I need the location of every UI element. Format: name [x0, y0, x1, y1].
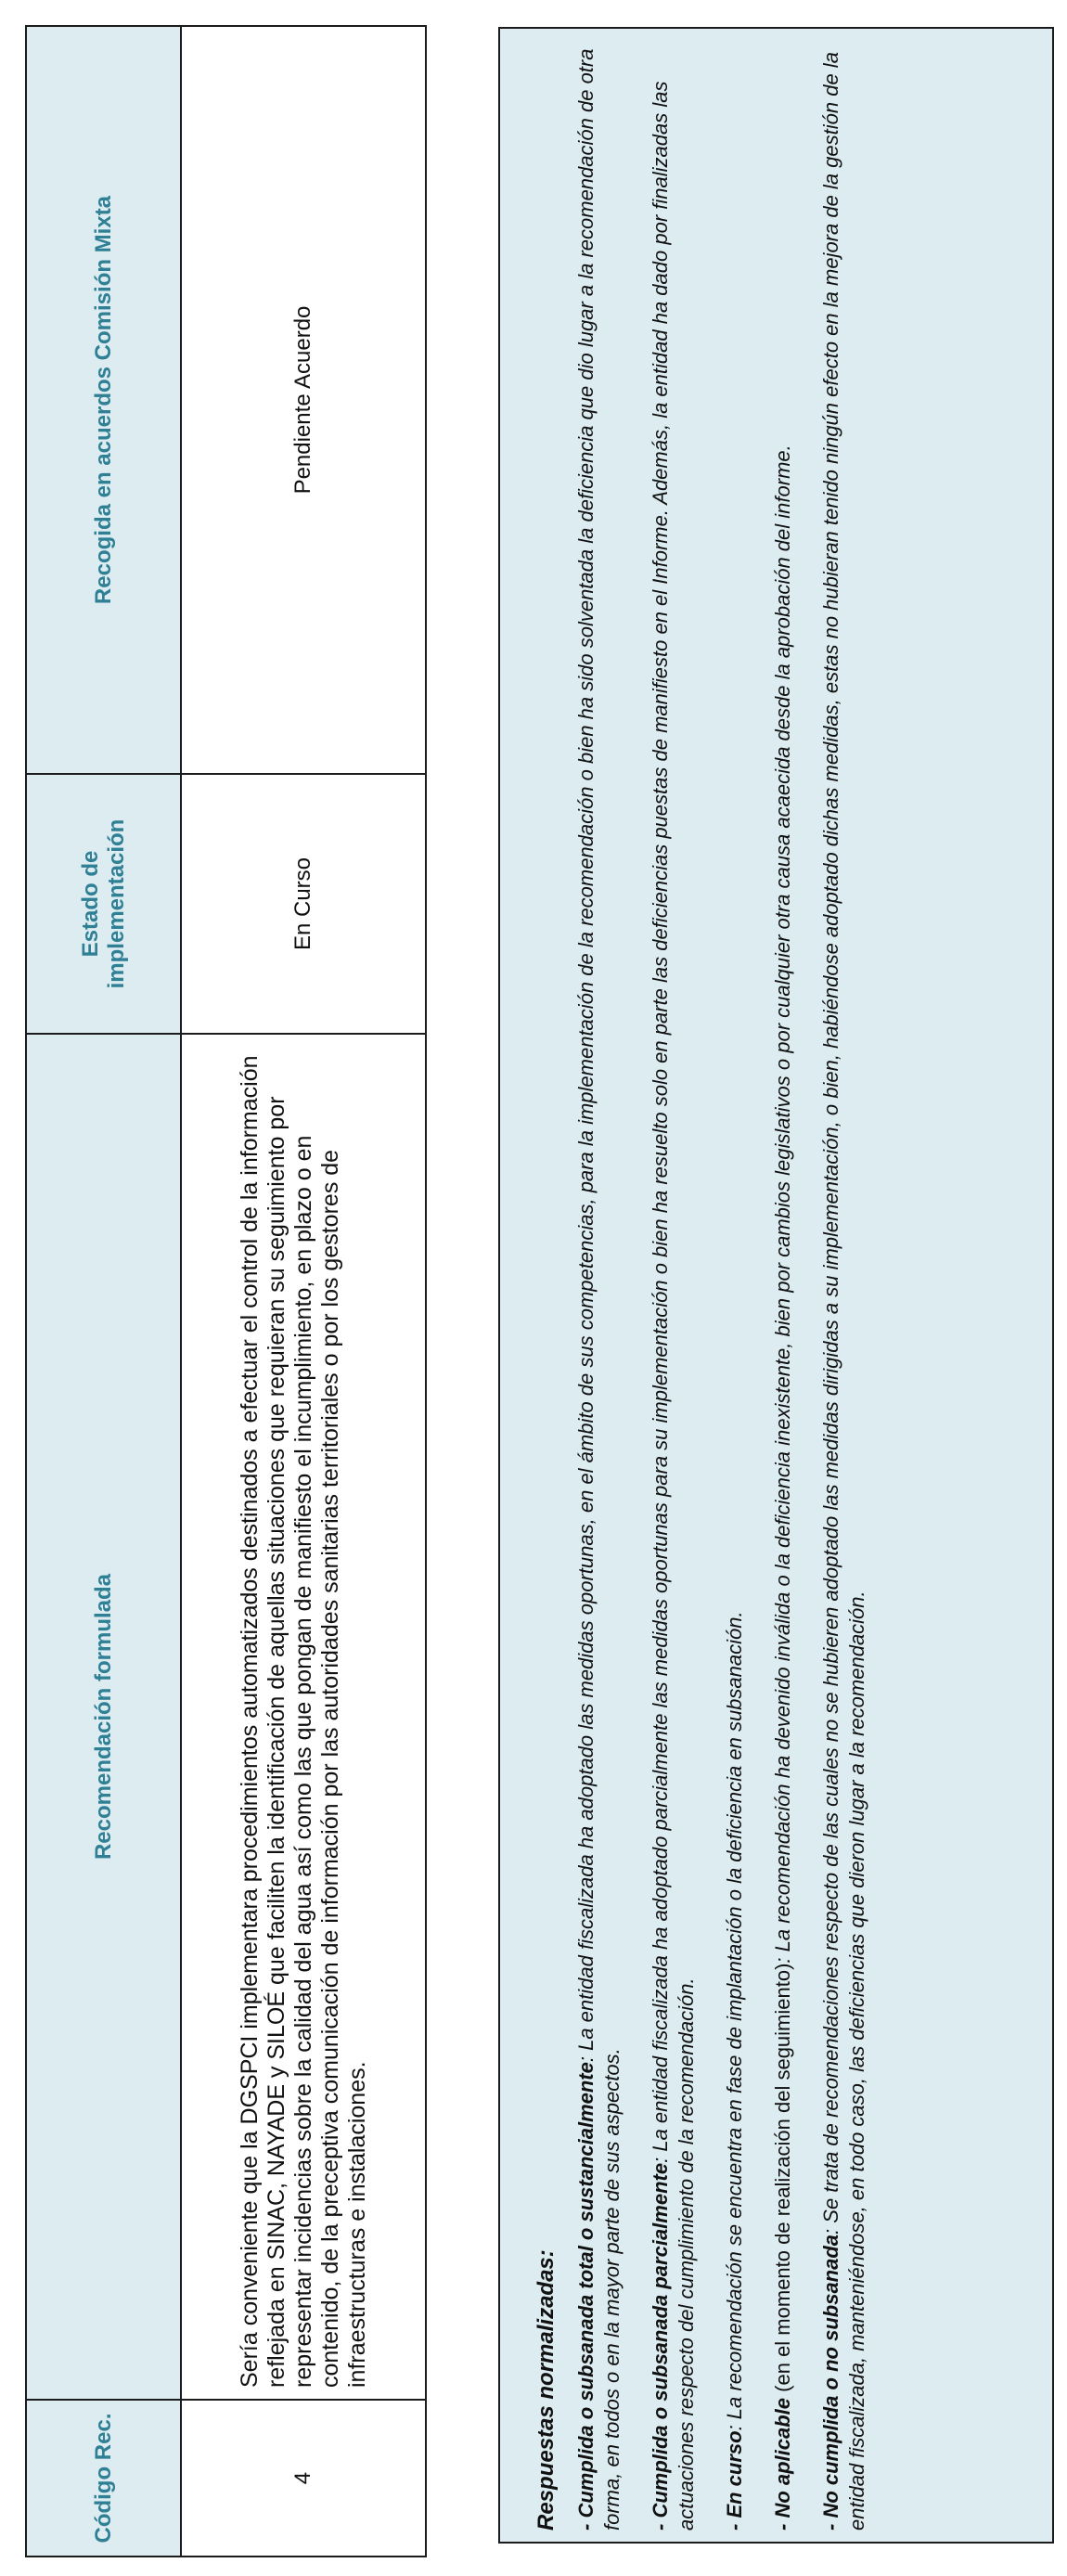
legend-description: : La recomendación ha devenido inválida o la deficiencia inexistente, bien por cambios legislativos o por cualquier otra causa acaecida desde la aprobación del informe. [771, 444, 795, 1964]
legend-title: Respuestas normalizadas: [534, 2249, 559, 2531]
legend-description: : La entidad fiscalizada ha adoptado las medidas oportunas, en el ámbito de sus competencias, para la implementación de la recomendación o bien ha sido solventada la deficiencia que dio lugar a la recomendación de otra forma, en todos o en la mayor parte de sus aspectos. [574, 48, 624, 2531]
legend-description: : Se trata de recomendaciones respecto de las cuales no se hubieren adoptado las medidas dirigidas a su implementación, o bien, habiéndose adoptado dichas medidas, estas no hubieran tenido ningún efecto en la mejora de la gestión de la entidad fiscalizada, manteniéndose, en todo caso, las deficiencias que dieron lugar a la recomendación. [819, 52, 869, 2531]
legend-term-note: (en el momento de realización del seguimiento) [771, 1963, 795, 2398]
normalized-responses-box [498, 27, 1054, 2544]
header-recommendation: Recomendación formulada [26, 1034, 181, 2400]
legend-term: - Cumplida o subsanada parcialmente [649, 2162, 673, 2531]
cell-status: En Curso [181, 774, 426, 1034]
table-header-row [26, 26, 181, 2557]
header-code: Código Rec. [26, 2400, 181, 2557]
header-commission: Recogida en acuerdos Comisión Mixta [26, 26, 181, 774]
legend-term: - En curso [723, 2430, 747, 2531]
legend-item [648, 40, 700, 2531]
cell-recommendation: Sería conveniente que la DGSPCI implementara procedimientos automatizados destinados a efectuar el control de la información reflejada en SINAC, NAYADE y SILOÉ que faciliten la identificación de aquellas situaciones que requieran su seguimiento por representar incidencias sobre la calidad del agua así como las que pongan de manifiesto el incumplimiento, en plazo o en contenido, de la preceptiva comunicación de información por las autoridades sanitarias territoriales o por los gestores de infraestructuras e instalaciones. [181, 1034, 426, 2400]
legend-item [818, 40, 870, 2531]
cell-code: 4 [181, 2400, 426, 2557]
legend-description: : La entidad fiscalizada ha adoptado parcialmente las medidas oportunas para su implementación o bien ha resuelto solo en parte las deficiencias puestas de manifiesto en el Informe. Además, la entidad ha dado por finalizadas las actuaciones respecto del cumplimiento de la recomendación. [649, 81, 699, 2531]
header-status: Estado de implementación [26, 774, 181, 1034]
legend-term: - No aplicable [771, 2397, 795, 2531]
legend-item [573, 40, 625, 2531]
recommendation-table [25, 25, 427, 2557]
legend-term: - Cumplida o subsanada total o sustancialmente [574, 2062, 598, 2531]
table-row [181, 26, 426, 2557]
legend-item [770, 40, 796, 2531]
legend-item [722, 40, 748, 2531]
cell-commission: Pendiente Acuerdo [181, 26, 426, 774]
legend-term: - No cumplida o no subsanada [819, 2234, 843, 2531]
legend-description: : La recomendación se encuentra en fase de implantación o la deficiencia en subsanación. [723, 1611, 747, 2431]
